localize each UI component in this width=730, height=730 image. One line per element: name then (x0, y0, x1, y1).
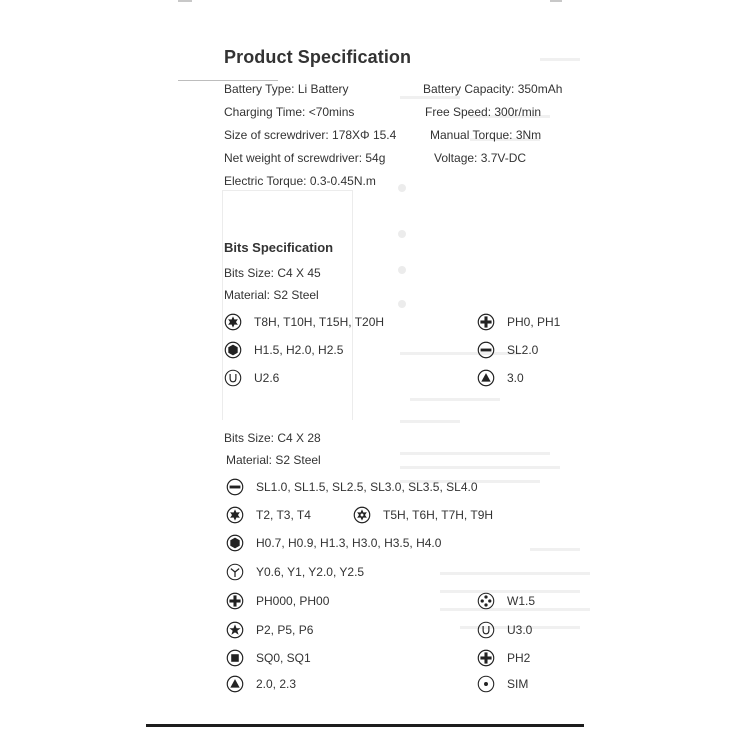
bit-sizes: W1.5 (507, 594, 536, 608)
bit-list-item (226, 561, 364, 583)
u-shape-icon (477, 621, 495, 639)
spec-free-speed: Free Speed: 300r/min (425, 105, 542, 119)
bit-sizes: H0.7, H0.9, H1.3, H3.0, H3.5, H4.0 (256, 536, 442, 550)
slotted-icon (226, 478, 244, 496)
group2-bit-size: Bits Size: C4 X 28 (224, 431, 321, 445)
bit-list-item (226, 619, 313, 641)
group1-bit-size: Bits Size: C4 X 45 (224, 266, 321, 280)
bit-list-item (224, 311, 384, 333)
bottom-border-bar (146, 724, 584, 727)
phillips-icon (226, 592, 244, 610)
hex-icon (226, 534, 244, 552)
top-scan-mark (550, 0, 562, 2)
square-icon (226, 649, 244, 667)
title-underline (178, 80, 278, 81)
bit-sizes: T2, T3, T4 (256, 508, 311, 522)
phillips-icon (477, 313, 495, 331)
top-scan-mark (178, 0, 192, 2)
bit-sizes: 3.0 (507, 371, 524, 385)
u-shape-icon (224, 369, 242, 387)
bit-list-item (226, 532, 441, 554)
bit-list-item (477, 590, 535, 612)
bit-sizes: 2.0, 2.3 (256, 677, 297, 691)
bit-list-item (226, 673, 296, 695)
tri-wing-icon (477, 592, 495, 610)
slotted-icon (477, 341, 495, 359)
spec-manual-torque: Manual Torque: 3Nm (430, 128, 542, 142)
pentalobe-icon (226, 621, 244, 639)
bit-list-item (224, 367, 279, 389)
spec-voltage: Voltage: 3.7V-DC (434, 151, 527, 165)
group2-material: Material: S2 Steel (226, 453, 321, 467)
bit-list-item (477, 367, 524, 389)
bit-list-item (226, 476, 478, 498)
torx-icon (224, 313, 242, 331)
bit-sizes: P2, P5, P6 (256, 623, 314, 637)
bit-sizes: SQ0, SQ1 (256, 651, 311, 665)
bit-sizes: U3.0 (507, 623, 533, 637)
bit-list-item (226, 504, 311, 526)
bits-spec-title: Bits Specification (224, 240, 334, 255)
bit-list-item (477, 311, 560, 333)
torx-icon (226, 506, 244, 524)
triangle-icon (477, 369, 495, 387)
product-spec-title: Product Specification (224, 47, 412, 67)
bit-list-item (226, 647, 311, 669)
bit-sizes: H1.5, H2.0, H2.5 (254, 343, 344, 357)
group1-material: Material: S2 Steel (224, 288, 319, 302)
bit-sizes: PH2 (507, 651, 531, 665)
bit-sizes: PH000, PH00 (256, 594, 330, 608)
bit-list-item (353, 504, 493, 526)
bit-sizes: T5H, T6H, T7H, T9H (383, 508, 494, 522)
spec-net-weight: Net weight of screwdriver: 54g (224, 151, 386, 165)
y-shape-icon (226, 563, 244, 581)
sim-pin-icon (477, 675, 495, 693)
spec-battery-type: Battery Type: Li Battery (224, 82, 349, 96)
bit-sizes: Y0.6, Y1, Y2.0, Y2.5 (256, 565, 365, 579)
bit-sizes: SIM (507, 677, 529, 691)
bit-list-item (477, 339, 538, 361)
bit-list-item (477, 673, 528, 695)
bit-sizes: T8H, T10H, T15H, T20H (254, 315, 385, 329)
spec-charging-time: Charging Time: <70mins (224, 105, 355, 119)
bit-sizes: PH0, PH1 (507, 315, 561, 329)
torx-hollow-icon (353, 506, 371, 524)
bit-list-item (224, 339, 343, 361)
hex-icon (224, 341, 242, 359)
triangle-icon (226, 675, 244, 693)
bit-list-item (226, 590, 329, 612)
bit-sizes: SL2.0 (507, 343, 539, 357)
bit-list-item (477, 647, 530, 669)
bit-sizes: U2.6 (254, 371, 280, 385)
bit-list-item (477, 619, 532, 641)
spec-electric-torque: Electric Torque: 0.3-0.45N.m (224, 174, 376, 188)
phillips-icon (477, 649, 495, 667)
spec-screwdriver-size: Size of screwdriver: 178XΦ 15.4 (224, 128, 397, 142)
bit-sizes: SL1.0, SL1.5, SL2.5, SL3.0, SL3.5, SL4.0 (256, 480, 478, 494)
spec-battery-capacity: Battery Capacity: 350mAh (423, 82, 563, 96)
